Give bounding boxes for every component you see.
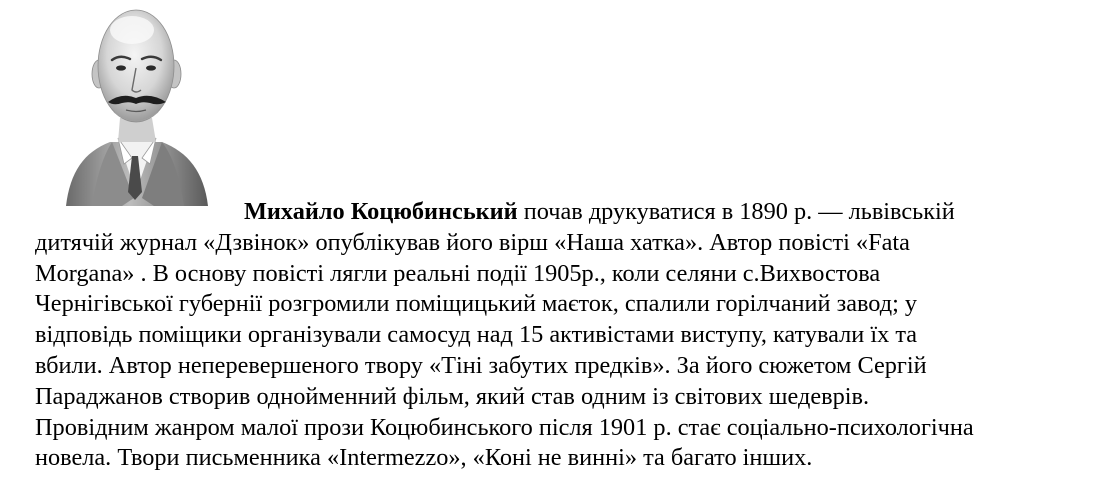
biography-line: відповідь поміщики організували самосуд над 15 активістами виступу, катували їх та	[35, 321, 918, 349]
biography-line: новела. Твори письменника «Intermezzo», «Коні не винні» та багато інших.	[35, 444, 813, 472]
biography-text	[35, 197, 1087, 474]
portrait-illustration	[62, 2, 210, 206]
biography-line: Провідним жанром малої прози Коцюбинського після 1901 р. стає соціально-психологічна	[35, 413, 974, 441]
biography-line-1	[35, 197, 1087, 228]
author-name: Михайло Коцюбинський	[244, 198, 518, 225]
biography-line: вбили. Автор неперевершеного твору «Тіні забутих предків». За його сюжетом Сергій	[35, 351, 927, 379]
biography-line: дитячій журнал «Дзвінок» опублікував його вірш «Наша хатка». Автор повісті «Fata	[35, 228, 910, 256]
biography-line: Morgana» . В основу повісті лягли реальні події 1905р., коли селяни с.Вихвостова	[35, 259, 881, 287]
biography-line-1-text: почав друкуватися в 1890 р. — львівській	[517, 198, 955, 225]
biography-line: Чернігівської губернії розгромили поміщицький маєток, спалили горілчаний завод; у	[35, 290, 918, 318]
biography-line: Параджанов створив однойменний фільм, який став одним із світових шедеврів.	[35, 382, 870, 410]
